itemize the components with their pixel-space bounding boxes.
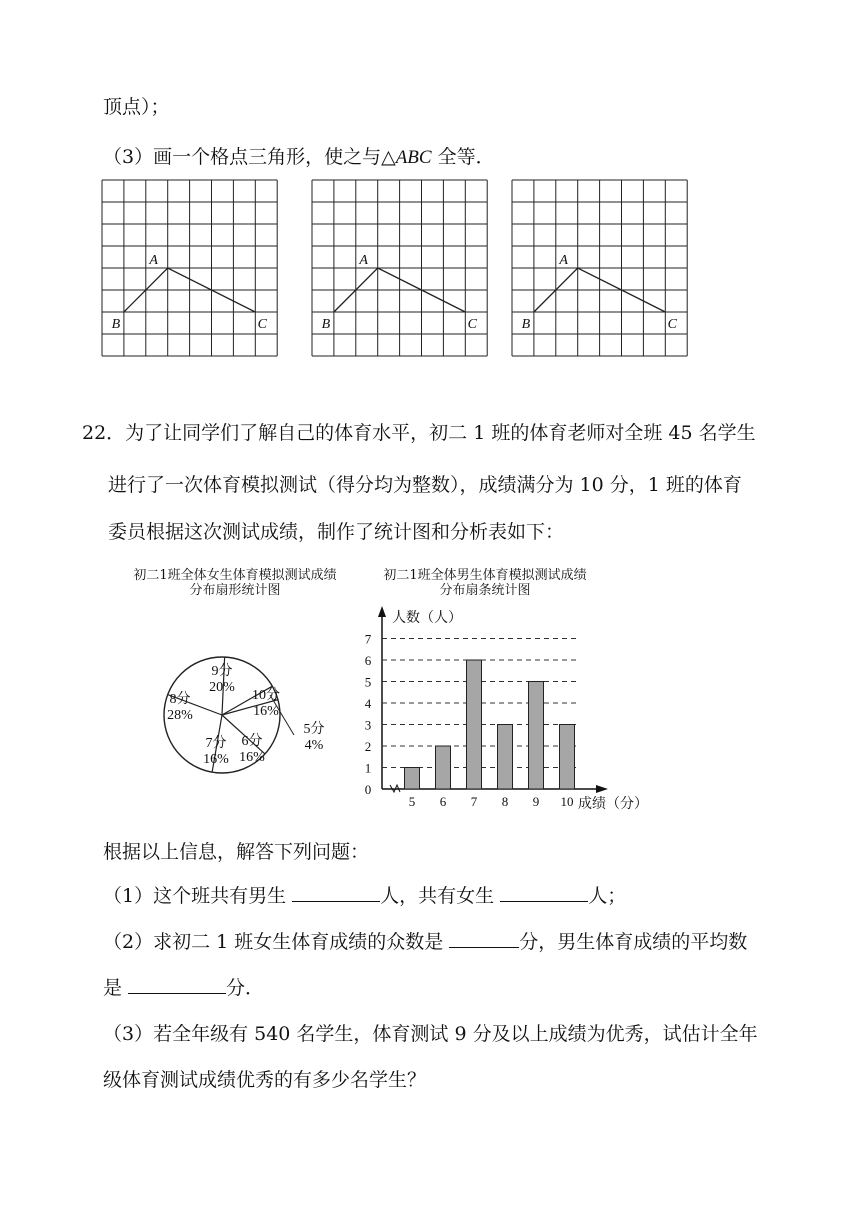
q21-3-abc: ABC: [395, 147, 432, 168]
label-a: A: [149, 253, 158, 268]
pie-title-line-1: 初二1班全体女生体育模拟测试成绩: [133, 568, 337, 583]
pie-label-percent: 16%: [253, 704, 279, 719]
bar-title-line-2: 分布扇条统计图: [439, 583, 531, 598]
q1-text-b: 人，共有女生: [380, 885, 501, 907]
question-22-line-1: 22．为了让同学们了解自己的体育水平，初二 1 班的体育老师对全班 45 名学生: [82, 422, 756, 444]
y-tick-label: 3: [364, 717, 372, 733]
label-c: C: [667, 317, 677, 332]
bar-score-9: [529, 682, 544, 790]
pie-chart-title: [110, 568, 360, 598]
bar-score-8: [498, 725, 513, 790]
pie-chart: [150, 645, 350, 790]
question-21-part-3: [103, 142, 495, 169]
label-a: A: [359, 253, 368, 268]
pie-label-score: 6分: [241, 734, 263, 749]
y-tick-label: 5: [364, 674, 372, 690]
answer-blank-girls[interactable]: [500, 883, 588, 902]
bar-chart-title: [360, 568, 610, 598]
x-tick-label: 8: [501, 794, 509, 809]
y-tick-label: 2: [364, 739, 372, 754]
q21-3-suffix: 全等．: [431, 146, 495, 168]
bar-score-5: [405, 768, 420, 790]
question-22-part-1: [103, 881, 626, 908]
questions-intro: 根据以上信息，解答下列问题：: [103, 841, 370, 863]
question-22-line-3: 委员根据这次测试成绩，制作了统计图和分析表如下：: [108, 521, 565, 543]
y-tick-label: 6: [364, 653, 372, 668]
y-tick-label: 0: [364, 782, 372, 797]
question-22-part-3-line-2: 级体育测试成绩优秀的有多少名学生？: [103, 1069, 427, 1091]
axis-break-mark: [390, 785, 400, 792]
pie-label-percent: 28%: [167, 708, 193, 723]
bar-title-line-1: 初二1班全体男生体育模拟测试成绩: [383, 568, 587, 583]
answer-blank-mode[interactable]: [449, 929, 519, 948]
q1-text-a: （1）这个班共有男生: [103, 885, 293, 907]
label-b: B: [521, 317, 531, 332]
question-22-part-3-line-1: （3）若全年级有 540 名学生，体育测试 9 分及以上成绩为优秀，试估计全年: [103, 1023, 758, 1045]
y-axis-arrow: [378, 606, 386, 617]
x-tick-label: 7: [470, 794, 478, 809]
x-tick-label: 9: [532, 794, 540, 809]
x-axis-arrow: [596, 785, 608, 793]
bar-score-6: [436, 746, 451, 789]
pie-label-percent: 4%: [304, 738, 324, 753]
label-b: B: [321, 317, 331, 332]
x-axis-label: 成绩（分）: [578, 797, 648, 812]
question-22-line-2: 进行了一次体育模拟测试（得分均为整数），成绩满分为 10 分，1 班的体育: [108, 474, 742, 496]
x-tick-label: 6: [439, 794, 447, 809]
y-axis-label: 人数（人）: [392, 611, 462, 626]
label-a: A: [559, 253, 568, 268]
answer-blank-mean[interactable]: [128, 975, 226, 994]
text-vertex-continuation: 顶点）；: [103, 96, 170, 118]
y-tick-label: 7: [364, 631, 372, 647]
label-c: C: [467, 317, 477, 332]
q1-text-c: 人；: [588, 885, 627, 907]
q2-text-a: （2）求初二 1 班女生体育成绩的众数是: [103, 931, 450, 953]
question-22-part-2: [103, 927, 747, 954]
pie-label-percent: 16%: [239, 750, 265, 765]
bar-score-7: [467, 660, 482, 789]
pie-label-percent: 16%: [203, 752, 229, 767]
lattice-grid-1: [95, 175, 295, 360]
y-tick-label: 1: [364, 760, 372, 776]
lattice-grid-2: [305, 175, 505, 360]
q2-text-d: 分．: [226, 977, 265, 999]
pie-label-score: 7分: [205, 736, 227, 751]
bar-chart: [350, 603, 660, 818]
bar-score-10: [560, 725, 575, 790]
q21-3-prefix: （3）画一个格点三角形，使之与△: [103, 146, 396, 168]
answer-blank-boys[interactable]: [292, 883, 380, 902]
pie-label-score: 8分: [169, 692, 191, 707]
pie-label-score: 9分: [211, 664, 233, 679]
label-b: B: [111, 317, 121, 332]
pie-slice-label: [304, 721, 325, 753]
pie-label-score: 10分: [252, 688, 280, 703]
q2-text-b: 分，男生体育成绩的平均数: [519, 931, 748, 953]
pie-title-line-2: 分布扇形统计图: [189, 583, 281, 598]
lattice-grid-3: [505, 175, 705, 360]
pie-label-percent: 20%: [209, 680, 235, 695]
x-tick-label: 10: [560, 794, 574, 809]
question-22-part-2-cont: [103, 973, 264, 1000]
label-c: C: [257, 317, 267, 332]
q2-text-c: 是: [103, 977, 129, 999]
y-tick-label: 4: [364, 696, 372, 711]
x-tick-label: 5: [408, 794, 416, 809]
pie-label-score: 5分: [303, 722, 325, 737]
